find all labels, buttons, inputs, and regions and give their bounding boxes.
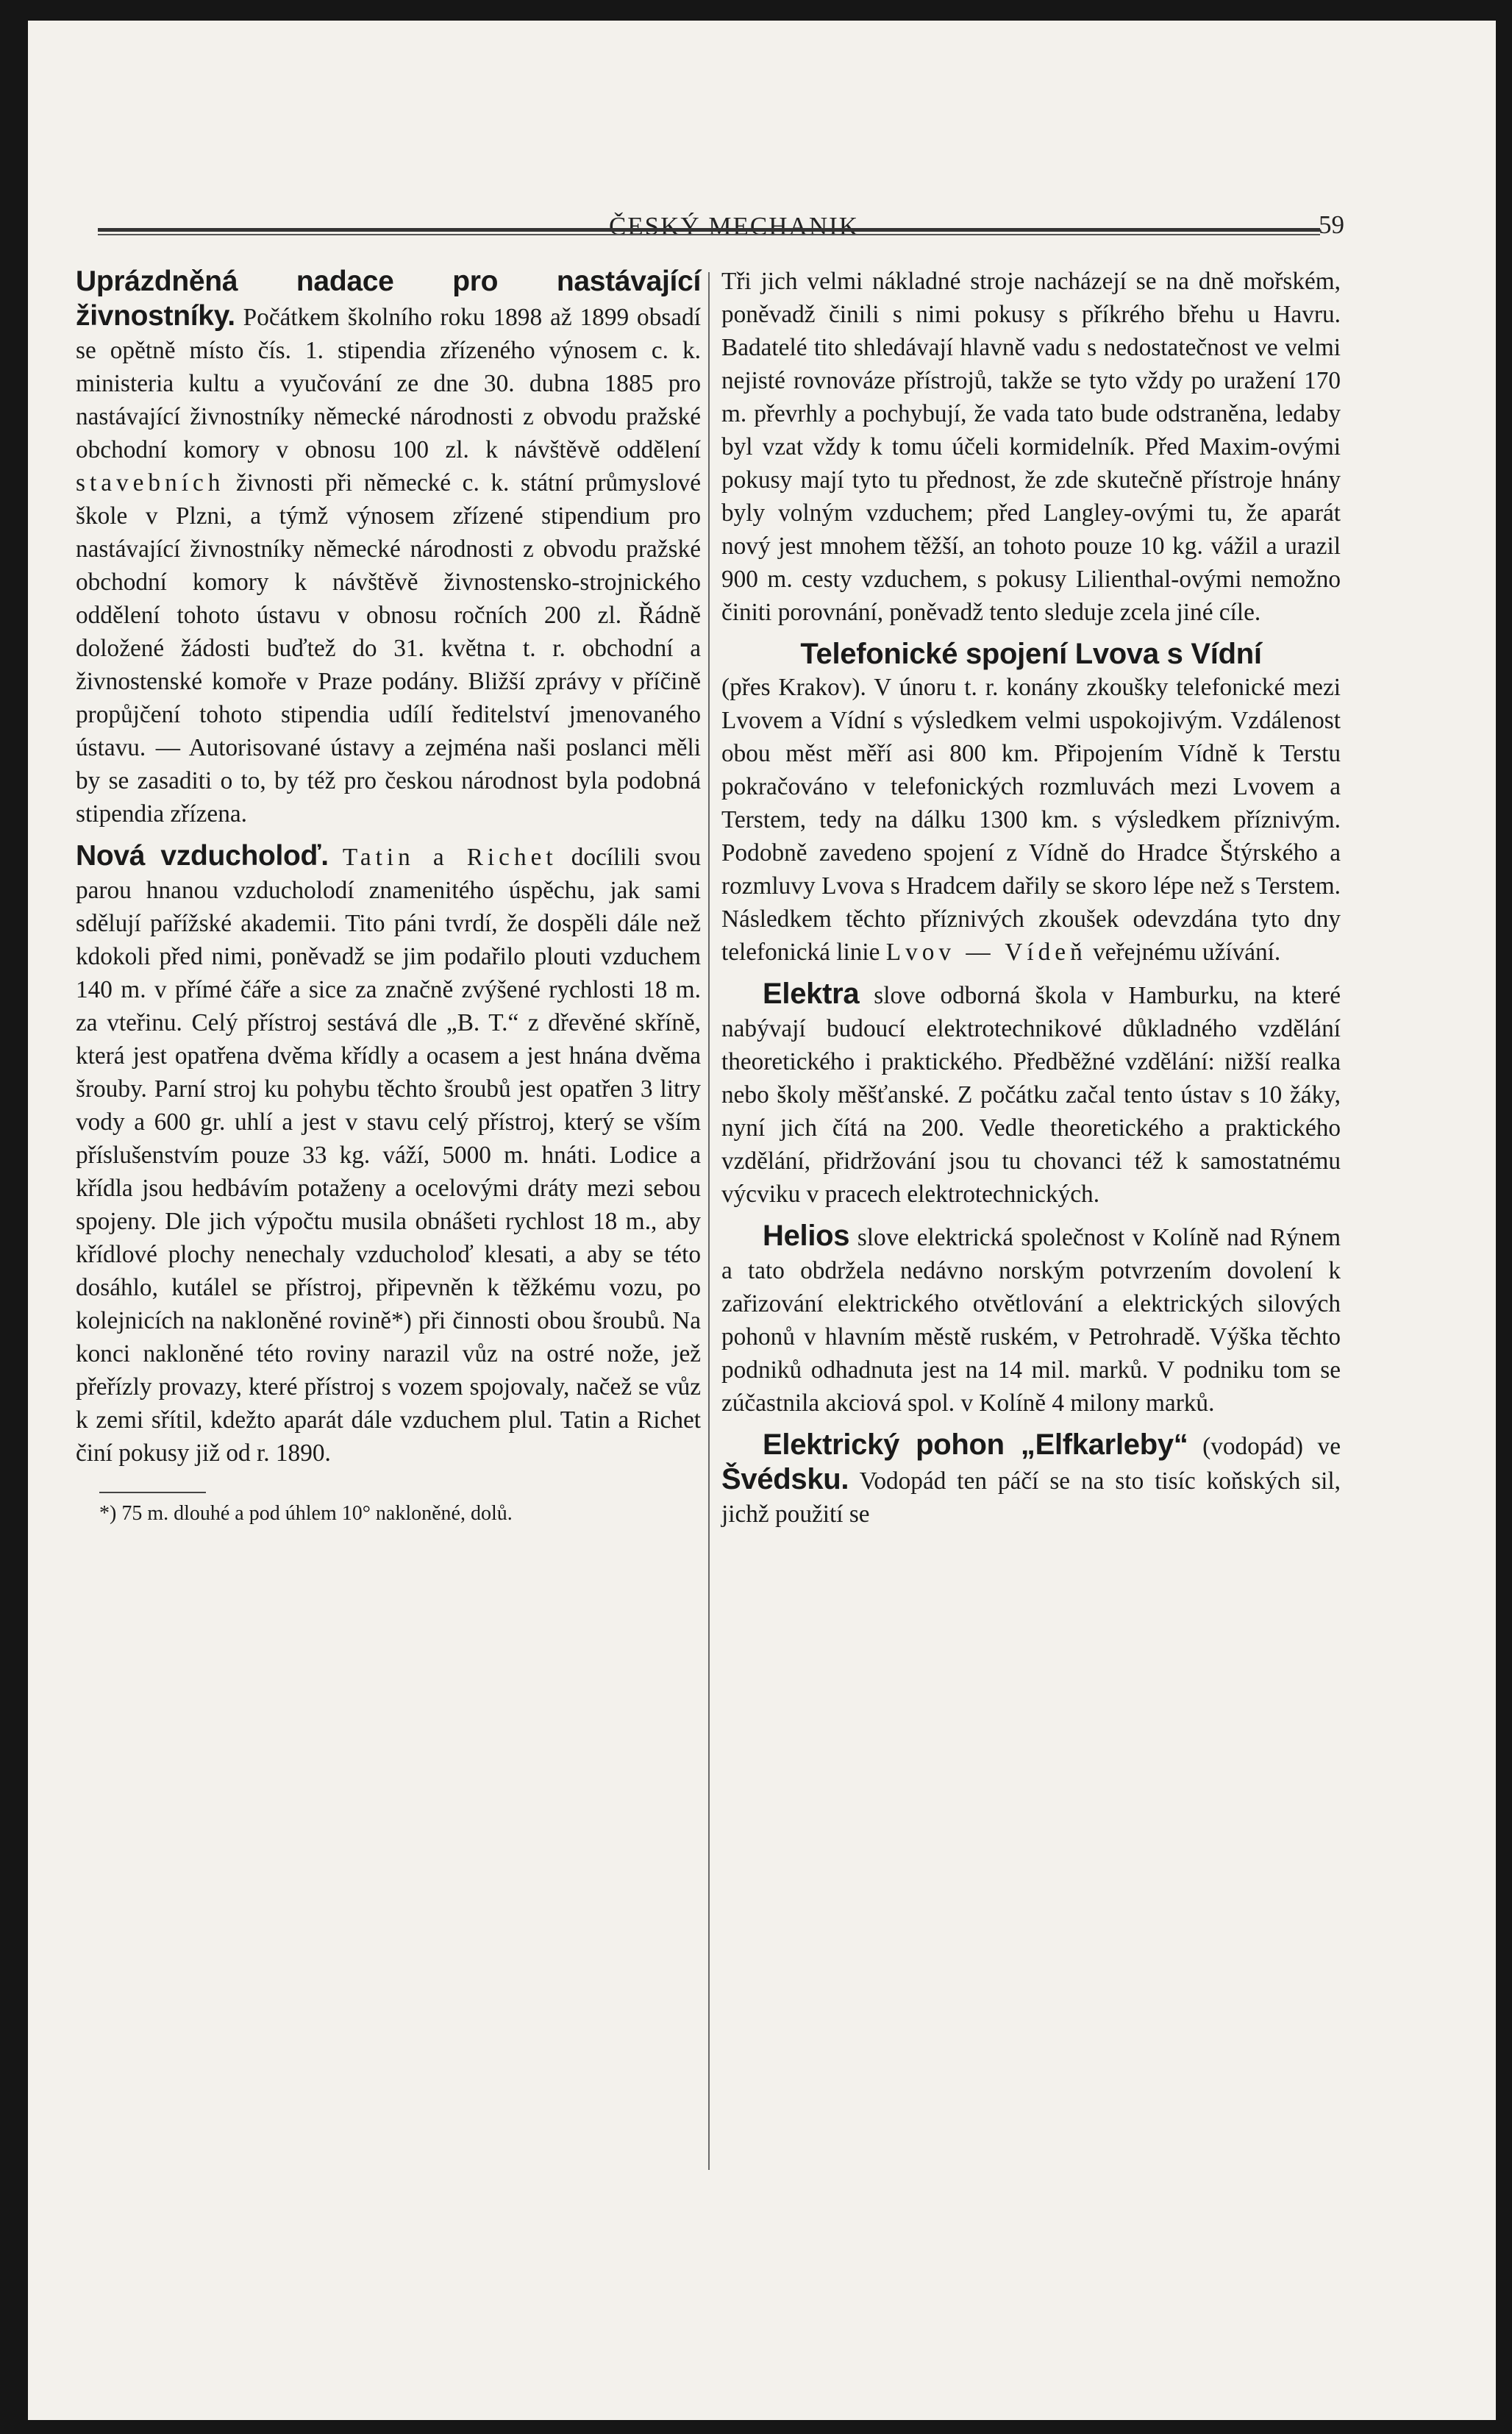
article-text: Tři jich velmi nákladné stroje nacházejí se na dně mořském, poněvadž činili s nimi pokusy s příkrého břehu u Havru. Badatelé tito shledávají hlavně vadu s nedostatečnost ve velmi nejisté rovnováze přístrojů, takže se tyto vždy po uražení 170 m. převrhly a pochybují, že vada tato bude odstraněna, ledaby byl vzat vždy k tomu účeli kormidelník. Před Maxim-ovými pokusy mají tyto tu přednost, že zde skutečně přístroje hnány byly volným vzduchem; před Langley-ovými tu, že aparát nový jest mnohem těžší, an tohoto pouze 10 kg. vážil a urazil 900 m. cesty vzduchem, s pokusy Lilienthal-ovými nemožno činiti porovnání, poněvadž tento sleduje zcela jiné cíle. — [721, 268, 1341, 626]
article-text: docílili svou parou hnanou vzducholodí znamenitého úspěchu, jak sami sdělují pařížské akademii. Tito páni tvrdí, že dospěli dále než kdokoli před nimi, poněvadž se jim podařilo plouti vzduchem 140 m. v přímé čáře a sice za značně zvýšené rychlosti 18 m. za vteřinu. Celý přístroj sestává dle „B. T.“ z dřevěné skříně, která jest opatřena dvěma křídly a ocasem a jest hnána dvěma šrouby. Parní stroj ku pohybu těchto šroubů jest opatřen 3 litry vody a 600 gr. uhlí a jest v stavu celý přístroj, který se vším příslušenstvím pouze 33 kg. váží, 5000 m. hnáti. Lodice a křídla jsou hedbávím potaženy a ocelovými dráty mezi sebou spojeny. Dle jich výpočtu musila obnášeti rychlost 18 m., aby křídlové plochy nenechaly vzducholoď klesati, a aby se této dosáhlo, kutálel se přístroj, připevněn k těžkému vozu, po kolejnicích na nakloněné rovině*) při činnosti obou šroubů. Na konci nakloněné této roviny narazil vůz na ostré nože, jež přeřízly provazy, které přístroj s vozem spojovaly, načež se vůz k zemi sřítil, kdežto aparát dále vzduchem plul. Tatin a Richet činí pokusy již od r. 1890. — [76, 844, 701, 1467]
article-text: (přes Krakov). V únoru t. r. konány zkoušky telefonické mezi Lvovem a Vídní s výsledkem velmi uspokojivým. Vzdálenost obou měst měří asi 800 km. Připojením Vídně k Terstu pokračováno v telefonických rozmluvách mezi Lvovem a Terstem, tedy na dálku 1300 km. s výsledkem příznivým. Podobně zavedeno spojení z Vídně do Hradce Štýrského a rozmluvy Lvova s Hradcem dařily se skoro lépe než s Terstem. Následkem těchto příznivých zkoušek odevzdána tyto dny telefonická linie — [721, 674, 1341, 966]
article-text: Počátkem školního roku 1898 až 1899 obsadí se opětně místo čís. 1. stipendia zřízeného výnosem c. k. ministeria kultu a vyučování ze dne 30. dubna 1885 pro nastávající živnostníky německé národnosti z obvodu pražské obchodní komory v obnosu 100 zl. k návštěvě oddělení — [76, 304, 701, 463]
header-rule — [98, 228, 1320, 235]
article-text: živnosti při německé c. k. státní průmyslové škole v Plzni, a týmž výnosem zřízené stipendium pro nastávající živnostníky německé národnosti z obvodu pražské obchodní komory k návštěvě živnostensko-strojnického oddělení tohoto ústavu v obnosu ročních 200 zl. Řádně doložené žádosti buďtež do 31. května t. r. obchodní a živnostenské komoře v Praze podány. Bližší zprávy v příčině propůjčení tohoto stipendia udílí ředitelství jmenovaného ústavu. — Autorisované ústavy a zejména naši poslanci měli by se zasaditi o to, by též pro českou národnost byla podobná stipendia zřízena. — [76, 469, 701, 828]
article-text: slove elektrická společnost v Kolíně nad Rýnem a tato obdržela nedávno norským potvrzením dovolení k zařizování elektrického otvětlování a elektrických silových pohonů v hlavním městě ruském, v Petrohradě. Výška těchto podniků odhadnuta jest na 14 mil. marků. V podniku tom se zúčastnila akciová spol. v Kolíně 4 milony marků. — [721, 1224, 1341, 1417]
running-header — [124, 190, 1344, 241]
spaced-text: Tatin a Richet — [342, 844, 557, 871]
article-elektra — [721, 978, 1341, 1211]
article-vzducholod-continued — [721, 265, 1341, 629]
journal-title: ČESKÝ MECHANIK — [608, 212, 860, 241]
article-heading: Švédsku. — [721, 1463, 849, 1495]
article-heading: Nová vzducholoď. — [76, 840, 329, 872]
article-telefon — [721, 638, 1341, 969]
article-text: veřejnému užívání. — [1093, 939, 1281, 966]
article-text: Vodopád ten páčí se na sto tisíc koňských sil, jichž použití se — [721, 1467, 1341, 1528]
article-heading: Elektra — [763, 978, 860, 1010]
right-column — [721, 265, 1341, 1531]
footnote-rule — [99, 1492, 206, 1493]
article-heading: Elektrický pohon „Elfkarleby“ — [763, 1428, 1188, 1461]
article-vzducholod — [76, 839, 701, 1470]
spaced-text: Lvov — Vídeň — [885, 939, 1087, 966]
article-helios — [721, 1220, 1341, 1420]
spaced-text: stavebních — [76, 469, 225, 497]
article-heading: Telefonické spojení Lvova s Vídní — [800, 638, 1262, 670]
article-nadace — [76, 265, 701, 830]
footnote — [76, 1499, 701, 1529]
article-text: (vodopád) ve — [1202, 1433, 1341, 1460]
article-text: slove odborná škola v Hamburku, na které nabývají budoucí elektrotechnikové důkladného vzdělání theoretického i praktického. Předběžné vzdělání: nižší realka nebo školy měšťanské. Z počátku začal tento ústav s 10 žáky, nyní jich čítá na 200. Vedle theoretického a praktického vzdělání, přidržování jsou tu chovanci též k samostatnému výcviku v pracech elektrotechnických. — [721, 982, 1341, 1208]
article-heading: Uprázdněná nadace pro nastávající živnostníky. — [76, 266, 701, 332]
column-divider — [708, 272, 710, 2170]
article-elfkarleby — [721, 1428, 1341, 1531]
article-heading: Helios — [763, 1220, 850, 1252]
left-column — [76, 265, 701, 1529]
footnote-text: *) 75 m. dlouhé a pod úhlem 10° nakloněné, dolů. — [99, 1502, 513, 1525]
page-number: 59 — [1319, 210, 1344, 239]
